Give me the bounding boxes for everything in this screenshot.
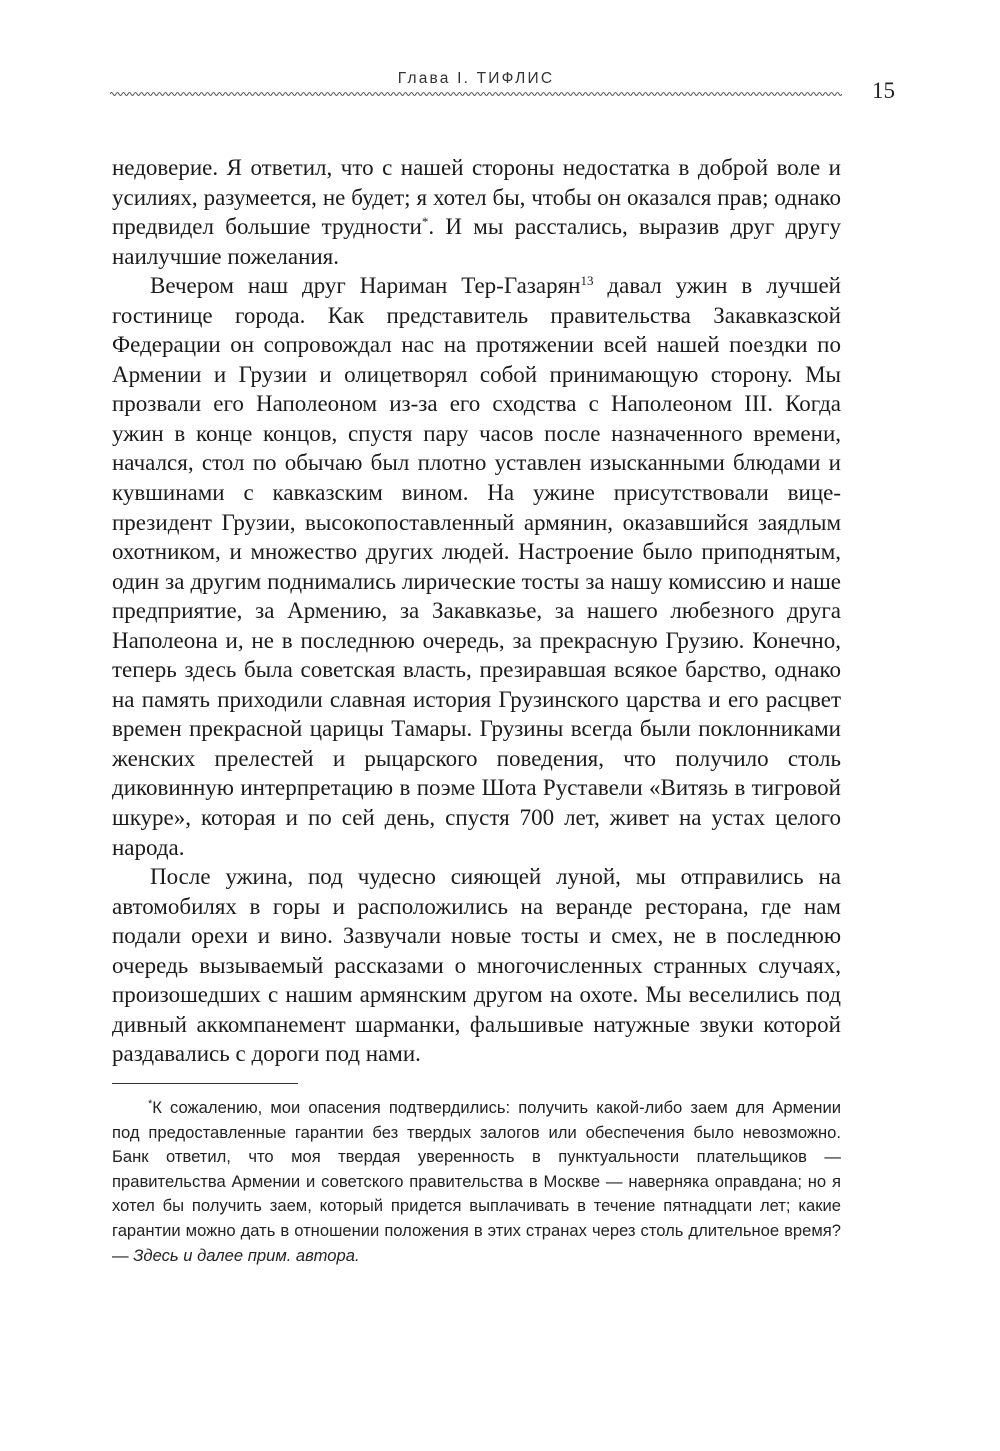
paragraph-2-text-b: давал ужин в лучшей гостинице города. Как представитель правительства Закавказской Федерации он сопровождал нас на протяжении всей нашей поездки по Армении и Грузии и олицетворял собой принимающую сторону. Мы прозвали его Наполеоном из-за его сходства с Наполеоном III. Когда ужин в конце концов, спустя пару часов после назначенного времени, начался, стол по обычаю был плотно уставлен изысканными блюдами и кувшинами с кавказским вином. На ужине присутствовали вице-президент Грузии, высокопоставленный армянин, оказавшийся заядлым охотником, и множество других людей. Настроение было приподнятым, один за другим поднимались лирические тосты за нашу комиссию и наше предприятие, за Армению, за Закавказье, за нашего любезного друга Наполеона и, не в последнюю очередь, за прекрасную Грузию. Конечно, теперь здесь была советская власть, презиравшая всякое барство, однако на память приходили славная история Грузинского царства и его расцвет времен прекрасной царицы Тамары. Грузины всегда были поклонниками женских прелестей и рыцарского поведения, что получило столь диковинную интерпретацию в поэме Шота Руставели «Витязь в тигровой шкуре», которая и по сей день, спустя 700 лет, живет на устах целого народа. bbox=[112, 273, 841, 860]
footnote-marker: * bbox=[148, 1098, 153, 1110]
paragraph-2 bbox=[112, 271, 841, 862]
footnote-text: К сожалению, мои опасения подтвердились: получить какой-либо заем для Армении под предоставленные гарантии без твердых залогов или обеспечения было невозможно. Банк ответил, что моя твердая уверенность в пунктуальности плательщиков — правительства Армении и советского правительства в Москве — наверняка оправдана; но я хотел бы получить заем, который придется выплачивать в течение пятнадцати лет; какие гарантии можно дать в отношении положения в этих странах через столь длительное время? — bbox=[112, 1098, 841, 1265]
endnote-ref-13[interactable]: 13 bbox=[580, 273, 594, 289]
main-text bbox=[112, 153, 841, 1069]
running-head: Глава I. ТИФЛИС bbox=[397, 70, 555, 87]
paragraph-3: После ужина, под чудесно сияющей луной, мы отправились на автомобилях в горы и расположились на веранде ресторана, где нам подали орехи и вино. Зазвучали новые тосты и смех, не в последнюю очередь вызываемый рассказами о многочисленных странных случаях, произошедших с нашим армянским другом на охоте. Мы веселились под дивный аккомпанемент шарманки, фальшивые натужные звуки которой раздавались с дороги под нами. bbox=[112, 864, 841, 1067]
paragraph-2-text-a: Вечером наш друг Нариман Тер-Газарян bbox=[150, 273, 581, 299]
paragraph-1-text-a: недоверие. Я ответил, что с нашей стороны недостатка в доброй воле и усилиях, разумеется, не будет; я хотел бы, чтобы он оказался прав; однако предвидел большие трудности bbox=[112, 155, 841, 240]
page-number: 15 bbox=[872, 78, 895, 103]
footnote bbox=[112, 1096, 841, 1268]
paragraph-1-text-b: . И мы расстались, выразив друг другу наилучшие пожелания. bbox=[112, 214, 841, 269]
paragraph-1 bbox=[112, 153, 841, 271]
footnote-attribution: Здесь и далее прим. автора. bbox=[133, 1245, 360, 1265]
header-wavy-rule bbox=[110, 88, 842, 100]
footnote-ref-marker[interactable]: * bbox=[421, 214, 429, 230]
footnote-separator bbox=[112, 1083, 298, 1084]
